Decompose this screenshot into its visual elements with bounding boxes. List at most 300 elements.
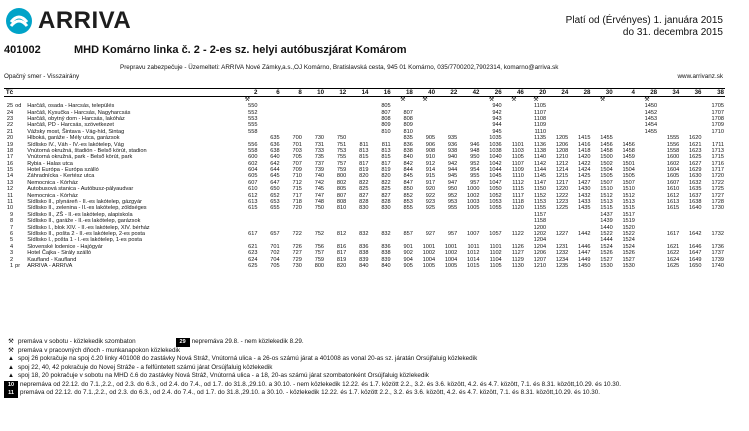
legend-key: ⚒: [8, 338, 14, 345]
departure-time: 1454: [644, 122, 658, 129]
departure-time: 702: [270, 250, 280, 257]
departure-time: 1440: [600, 224, 613, 231]
departure-time: 1432: [578, 192, 591, 199]
departure-time: 1707: [711, 109, 724, 116]
departure-time: 905: [425, 135, 436, 142]
departure-time: 733: [314, 147, 325, 154]
departure-time: 756: [314, 243, 325, 250]
departure-time: 1502: [600, 160, 613, 167]
departure-time: 704: [270, 256, 280, 263]
legend-item: [4, 364, 729, 373]
departure-time: 1214: [555, 167, 569, 174]
legend-key: ▲: [7, 363, 15, 371]
departure-time: 842: [403, 160, 413, 167]
departure-time: 920: [425, 186, 436, 193]
departure-time: 1118: [512, 199, 524, 206]
departure-time: 1524: [622, 237, 635, 244]
departure-time: 827: [359, 192, 369, 199]
departure-time: 1135: [534, 135, 547, 142]
departure-time: 1640: [689, 205, 702, 212]
departure-time: 1107: [534, 109, 547, 116]
departure-time: 1522: [600, 231, 613, 237]
legend-item: [4, 389, 729, 398]
departure-time: 1439: [600, 218, 613, 225]
departure-time: 910: [425, 154, 436, 161]
departure-time: 1444: [600, 237, 613, 244]
legend-key: 29: [176, 338, 190, 347]
departure-time: 1720: [711, 173, 724, 180]
departure-time: 904: [403, 256, 413, 263]
stop-number: 8: [9, 218, 14, 225]
departure-time: 1624: [666, 256, 680, 263]
trip-number-18: 18: [392, 89, 414, 97]
departure-time: 844: [403, 167, 413, 174]
departure-time: 748: [314, 199, 325, 206]
departure-time: 1127: [511, 250, 524, 257]
departure-time: 1208: [555, 147, 569, 154]
legend-item: [4, 347, 729, 356]
departure-time: 722: [292, 231, 302, 237]
departure-time: 1005: [422, 262, 436, 269]
departure-time: 810: [381, 128, 391, 135]
trip-number-46: 46: [503, 89, 525, 97]
departure-time: 1727: [711, 192, 724, 199]
departure-time: 1115: [512, 186, 524, 193]
departure-time: 1515: [622, 205, 635, 212]
departure-time: 1220: [555, 186, 569, 193]
departure-time: 1605: [666, 173, 680, 180]
departure-time: 946: [470, 141, 480, 148]
stop-name: Kaufland - Kaufland: [27, 256, 77, 263]
stop-name: Harčáš, obytný dom - Harcsás, lakóház: [27, 115, 125, 122]
departure-time: 1215: [555, 173, 569, 180]
departure-time: 940: [447, 154, 458, 161]
departure-time: 1728: [711, 199, 724, 206]
departure-time: 944: [492, 122, 502, 129]
departure-time: 1638: [689, 199, 702, 206]
departure-time: 1556: [666, 141, 680, 148]
departure-time: 1630: [689, 173, 702, 180]
departure-time: 948: [470, 147, 480, 154]
departure-time: 855: [403, 205, 413, 212]
timetable: [4, 88, 725, 269]
departure-time: 1129: [511, 256, 524, 263]
departure-time: 1206: [555, 141, 569, 148]
departure-time: 705: [292, 154, 302, 161]
departure-time: 835: [403, 135, 413, 142]
departure-time: 825: [359, 186, 369, 193]
departure-time: 1103: [511, 147, 524, 154]
departure-time: 817: [336, 250, 347, 257]
departure-time: 1617: [666, 231, 680, 237]
stop-number: 17: [6, 154, 14, 161]
departure-time: 1435: [578, 205, 591, 212]
stop-number: 13: [6, 179, 14, 186]
departure-time: 1430: [578, 186, 591, 193]
departure-time: 750: [314, 205, 325, 212]
departure-time: 810: [403, 128, 413, 135]
departure-time: 802: [336, 179, 347, 186]
departure-time: 1004: [422, 256, 436, 263]
departure-time: 1629: [689, 167, 702, 174]
departure-time: 840: [403, 154, 413, 161]
departure-time: 1140: [534, 154, 547, 161]
departure-time: 813: [359, 147, 369, 154]
departure-time: 1145: [534, 173, 547, 180]
departure-time: 1446: [578, 243, 591, 250]
stop-name: Rybia - Halas utca: [27, 160, 73, 167]
legend-key: ▲: [7, 372, 15, 379]
departure-time: 1504: [600, 167, 613, 174]
opposite-direction-link[interactable]: Opačný smer - Visszairány: [4, 73, 80, 80]
departure-time: 636: [270, 141, 280, 148]
departure-time: 1604: [666, 167, 680, 174]
departure-time: 600: [248, 154, 258, 161]
trip-symbol: ⚒: [488, 97, 495, 103]
stop-number: 25: [6, 103, 14, 110]
stop-name: Slovenské lodenice - Hajógyár: [27, 243, 103, 250]
departure-time: 902: [403, 250, 413, 257]
departure-time: 1217: [555, 179, 569, 186]
departure-time: 1621: [689, 141, 702, 148]
departure-time: 1512: [600, 192, 613, 199]
departure-time: 1202: [533, 231, 547, 237]
departure-time: 1637: [689, 192, 702, 199]
departure-time: 752: [314, 231, 325, 237]
departure-time: 1053: [489, 199, 502, 206]
departure-time: 602: [248, 160, 258, 167]
legend-key: ⚒: [8, 346, 14, 354]
departure-time: 1450: [578, 262, 591, 269]
departure-time: 1612: [666, 192, 680, 199]
trip-symbol: ⚒: [644, 97, 650, 103]
departure-time: 605: [248, 173, 258, 180]
departure-time: 820: [336, 262, 347, 269]
departure-time: 1602: [666, 160, 680, 167]
departure-time: 819: [359, 167, 369, 174]
departure-time: 1507: [600, 179, 613, 186]
departure-time: 839: [359, 256, 369, 263]
departure-time: 922: [425, 192, 436, 199]
departure-time: 1455: [600, 135, 613, 142]
departure-time: 836: [403, 141, 413, 148]
departure-time: 957: [447, 231, 458, 237]
departure-time: 1650: [689, 262, 702, 269]
stop-name: Záhradnícka - Kertész utca: [27, 173, 95, 180]
departure-time: 1002: [467, 192, 480, 199]
departure-time: 1732: [711, 231, 724, 237]
legend-key: ▲: [7, 355, 15, 362]
departure-time: 1104: [489, 256, 502, 263]
departure-time: 1035: [489, 135, 502, 142]
departure-time: 1157: [534, 211, 547, 218]
stop-name: Sídlisko II., plynáreň - II.-es lakótelep, gázgyár: [27, 199, 142, 206]
stop-number: 2: [9, 256, 14, 263]
stop-number: 14: [6, 173, 14, 180]
departure-time: 1122: [511, 231, 524, 237]
departure-time: 1107: [511, 160, 524, 167]
departure-time: 1204: [533, 237, 547, 244]
departure-time: 822: [359, 179, 369, 186]
departure-time: 1627: [689, 160, 702, 167]
stop-number: 6: [9, 231, 14, 237]
departure-time: 1530: [622, 262, 635, 269]
departure-time: 936: [447, 141, 458, 148]
departure-time: 640: [270, 154, 280, 161]
trip-number-2: 2: [236, 89, 258, 97]
operator-info: Prepravu zabezpečuje - Üzemelteti: ARRIVA Nové Zámky,a.s.,OJ Komárno, Bratislavská cesta, 945 01 Komárno, 035/7700202,7902314, komarno@arriva.sk: [120, 64, 559, 71]
departure-time: 1437: [600, 211, 613, 218]
departure-time: 938: [447, 147, 458, 154]
stop-name: Hotel Čajka - Sirály szálló: [27, 250, 91, 257]
departure-time: 808: [403, 115, 413, 122]
departure-time: 954: [470, 167, 480, 174]
trip-number-14: 14: [347, 89, 369, 97]
departure-time: 828: [359, 199, 369, 206]
departure-time: 1607: [666, 179, 680, 186]
departure-time: 703: [292, 147, 302, 154]
departure-time: 1622: [666, 250, 680, 257]
departure-time: 1524: [600, 243, 613, 250]
departure-time: 1447: [578, 250, 591, 257]
trip-number-8: 8: [281, 89, 303, 97]
departure-time: 1500: [600, 154, 613, 161]
trip-symbol: ⚒: [599, 97, 606, 103]
departure-time: 1150: [534, 186, 547, 193]
departure-time: 811: [359, 141, 369, 148]
departure-time: 1449: [578, 256, 591, 263]
trip-number-28: 28: [636, 89, 658, 97]
departure-time: 1507: [622, 179, 635, 186]
departure-time: 558: [248, 147, 258, 154]
departure-time: 838: [403, 147, 413, 154]
departure-time: 1420: [578, 154, 591, 161]
departure-time: 747: [314, 192, 325, 199]
departure-time: 807: [403, 109, 413, 116]
departure-time: 1005: [444, 262, 458, 269]
departure-time: 830: [381, 205, 391, 212]
departure-time: 906: [425, 141, 436, 148]
departure-time: 1040: [489, 154, 502, 161]
departure-time: 839: [381, 256, 391, 263]
departure-time: 645: [270, 173, 280, 180]
legend-text: premáva v pracovných dňoch - munkanapokon közlekedik: [18, 346, 181, 354]
stop-name: Sídlisko II., ZŠ - II.-es lakótelep, alapiskola: [27, 211, 133, 218]
departure-time: 1044: [489, 167, 502, 174]
departure-time: 552: [248, 109, 258, 116]
departure-time: 1105: [534, 103, 547, 110]
departure-time: 707: [292, 160, 302, 167]
departure-time: 1450: [644, 103, 658, 110]
departure-time: 1047: [489, 179, 502, 186]
departure-time: 925: [425, 205, 436, 212]
stop-number: 9: [9, 211, 14, 218]
legend-text: nepremáva od 22.12. do 7.1.,2.2., od 2.3. do 6.3., od 2.4. do 7.4., od 1.7. do 31.8.,29.10. a 30.10. - nem közlekedik 12.22. és 1.7. között 2.2., 3.2. és 3.6. között, 4.2. és 4.7. között, 7.1. és 8.31. között,10.29. és 10.30.: [20, 380, 622, 388]
departure-time: 607: [248, 179, 258, 186]
departure-time: 1737: [711, 250, 724, 257]
website-link[interactable]: www.arrivanz.sk: [677, 73, 723, 80]
departure-time: 1459: [622, 154, 635, 161]
departure-time: 701: [292, 141, 302, 148]
legend-item: [4, 355, 729, 364]
departure-time: 945: [447, 173, 458, 180]
departure-time: 1204: [533, 243, 547, 250]
departure-time: 1458: [600, 147, 613, 154]
departure-time: 1452: [644, 109, 658, 116]
departure-time: 811: [381, 141, 391, 148]
departure-time: 1036: [489, 141, 502, 148]
stop-number: 19: [6, 141, 14, 148]
departure-time: 809: [403, 122, 413, 129]
departure-time: 942: [447, 160, 458, 167]
departure-time: 830: [359, 205, 369, 212]
legend-text: spoj 26 pokračuje na spoj č.20 linky 401008 do zastávky Nová Stráž, Vnútorná ulica - a 26-os számú járat a 401008 as vonal 20-as sz. járatán Örsújfaluig közlekedik: [18, 355, 478, 362]
departure-time: 1158: [534, 218, 547, 225]
departure-time: 709: [292, 167, 302, 174]
trip-number-6: 6: [258, 89, 280, 97]
departure-time: 813: [381, 147, 391, 154]
departure-time: 1001: [422, 243, 436, 250]
departure-time: 822: [381, 179, 391, 186]
stop-name: Hlboká, garáže - Mély utca, garázsok: [27, 135, 120, 142]
departure-time: 1200: [533, 224, 547, 231]
departure-time: 943: [492, 115, 502, 122]
departure-time: 809: [381, 122, 391, 129]
departure-time: 705: [270, 262, 280, 269]
departure-time: 550: [248, 103, 258, 110]
legend-text: spoj 18, 20 pokračuje v sobotu na MHD č.6 do zastávky Nová Stráž, Vnútorná ulica - a 18, 20-as számú járat szombatonként Örsújfaluig közlekedik: [18, 372, 429, 379]
departure-time: 942: [492, 109, 502, 116]
trip-number-40: 40: [414, 89, 436, 97]
departure-time: 635: [270, 135, 280, 142]
departure-time: 1621: [666, 243, 680, 250]
departure-time: 957: [470, 179, 480, 186]
departure-time: 1620: [689, 135, 702, 142]
departure-time: 840: [381, 262, 391, 269]
departure-time: 1004: [444, 256, 458, 263]
stop-number: 21: [6, 128, 14, 135]
departure-time: 1558: [666, 147, 680, 154]
departure-time: 1055: [489, 205, 502, 212]
departure-time: 832: [359, 231, 369, 237]
departure-time: 1144: [534, 167, 547, 174]
departure-time: 712: [292, 179, 302, 186]
line-number: 401002: [4, 44, 41, 56]
departure-time: 1011: [467, 243, 480, 250]
departure-time: 729: [292, 256, 302, 263]
departure-time: 1155: [534, 205, 547, 212]
departure-time: 653: [270, 199, 280, 206]
valid-from: Platí od (Érvényes) 1. januára 2015: [565, 15, 723, 26]
departure-time: 817: [359, 160, 369, 167]
departure-time: 1730: [711, 205, 724, 212]
departure-time: 1610: [666, 186, 680, 193]
legend-key: 11: [4, 389, 18, 398]
departure-time: 730: [292, 262, 302, 269]
departure-time: 828: [381, 199, 391, 206]
departure-time: 1130: [511, 262, 524, 269]
departure-time: 857: [403, 231, 413, 237]
stop-name: Harčáš, Kysučka - Harcsás, Nagyharcsás: [27, 109, 131, 116]
departure-time: 914: [425, 167, 436, 174]
stop-name: Vnútorná okružná, štadión - Belső körút, stadion: [27, 147, 147, 154]
departure-time: 1001: [444, 243, 458, 250]
od-mark: pr: [15, 262, 21, 269]
departure-time: 805: [381, 103, 391, 110]
departure-time: 950: [470, 154, 480, 161]
departure-time: 745: [314, 186, 325, 193]
departure-time: 1504: [622, 167, 635, 174]
legend-key: 10: [4, 381, 18, 390]
departure-time: 1205: [555, 135, 569, 142]
departure-time: 1526: [600, 250, 613, 257]
departure-time: 1555: [666, 135, 680, 142]
departure-time: 852: [403, 192, 413, 199]
departure-time: 757: [314, 250, 325, 257]
departure-time: 836: [359, 243, 369, 250]
departure-time: 1456: [600, 141, 613, 148]
departure-time: 819: [336, 256, 347, 263]
departure-time: 1424: [578, 167, 591, 174]
departure-time: 955: [470, 173, 480, 180]
departure-time: 1442: [578, 231, 591, 237]
departure-time: 825: [381, 186, 391, 193]
stop-number: 7: [9, 224, 14, 231]
valid-to: do 31. decembra 2015: [622, 27, 723, 38]
departure-time: 800: [314, 262, 325, 269]
stop-name: Vážsky most, Šintava - Vág-híd, Sintag: [27, 128, 125, 135]
departure-time: 819: [381, 167, 391, 174]
stop-number: 3: [9, 250, 14, 257]
departure-time: 952: [447, 192, 458, 199]
departure-time: 739: [314, 167, 325, 174]
stop-name: ARRIVA - ARRIVA: [27, 262, 73, 269]
stop-name: Sídlisko II., pošta 2 - II.-es lakótelep, 2-es posta: [27, 231, 146, 237]
departure-time: 1632: [689, 179, 702, 186]
departure-time: 1512: [622, 192, 635, 199]
departure-time: 1117: [512, 192, 524, 199]
trip-number-26: 26: [480, 89, 502, 97]
departure-time: 657: [270, 231, 280, 237]
stop-number: 10: [6, 205, 14, 212]
departure-time: 1515: [600, 205, 613, 212]
departure-time: 1530: [600, 262, 613, 269]
departure-time: 1519: [622, 218, 635, 225]
departure-time: 652: [270, 192, 280, 199]
departure-time: 840: [359, 262, 369, 269]
stop-number: 16: [6, 160, 14, 167]
departure-time: 638: [270, 147, 280, 154]
departure-time: 610: [248, 186, 258, 193]
departure-time: 836: [381, 243, 391, 250]
departure-time: 1014: [467, 256, 480, 263]
departure-time: 1510: [622, 186, 635, 193]
legend: [4, 338, 729, 398]
stop-number: 15: [6, 167, 14, 174]
departure-time: 1711: [711, 141, 724, 148]
departure-time: 1415: [578, 135, 591, 142]
departure-time: 1227: [555, 231, 569, 237]
stop-number: 22: [6, 122, 14, 129]
departure-time: 750: [336, 135, 347, 142]
trip-number-30: 30: [591, 89, 613, 97]
departure-time: 1709: [711, 122, 724, 129]
departure-time: 1625: [666, 262, 680, 269]
legend-text: premáva v sobotu - közlekedik szombaton: [18, 338, 136, 345]
departure-time: 1225: [555, 205, 569, 212]
departure-time: 1005: [467, 205, 480, 212]
departure-time: 1000: [467, 186, 480, 193]
